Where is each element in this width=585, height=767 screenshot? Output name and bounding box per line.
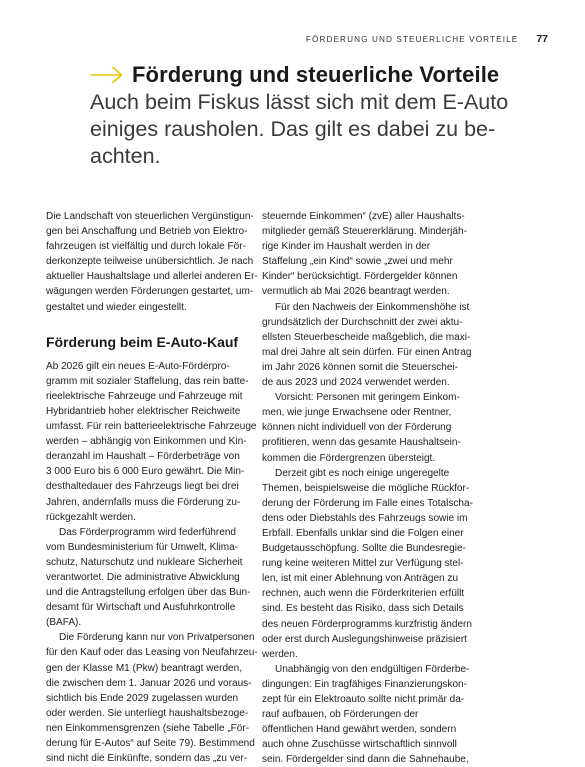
text-line: rieelektrische Fahrzeuge und Fahrzeuge mit bbox=[46, 390, 243, 402]
text-line: 3 000 Euro bis 6 000 Euro gewährt. Die Min- bbox=[46, 466, 245, 478]
text-line: Jahren, andernfalls muss die Förderung zu- bbox=[46, 496, 241, 508]
text-line: Das Förderprogramm wird federführend bbox=[59, 526, 237, 538]
text-line: des neuen Förderprogramms kurzfristig ändern bbox=[262, 618, 472, 630]
running-head-title: FÖRDERUNG UND STEUERLICHE VORTEILE bbox=[305, 35, 519, 44]
text-line: men, wie junge Erwachsene oder Rentner, bbox=[262, 407, 452, 419]
paragraph bbox=[262, 209, 482, 300]
text-line: sind nicht die Einkünfte, sondern das „zu ver- bbox=[46, 753, 248, 765]
text-line: werden. bbox=[262, 648, 298, 660]
text-line: (BAFA). bbox=[46, 617, 82, 629]
chapter-title: Förderung und steuerliche Vorteile bbox=[132, 62, 500, 87]
text-line: dingungen: Ein tragfähiges Finanzierungskon- bbox=[262, 678, 467, 690]
text-line: rauf aufbauen, ob Förderungen der bbox=[262, 709, 419, 721]
text-line: Staffelung „ein Kind“ sowie „zwei und mehr bbox=[262, 256, 453, 268]
text-line: öffentlichen Hand gewährt werden, sondern bbox=[262, 724, 457, 736]
text-line: kommen die Fördergrenzen übersteigt. bbox=[262, 452, 436, 464]
paragraph bbox=[46, 525, 266, 631]
text-line: können nicht individuell von der Förderung bbox=[262, 422, 452, 434]
text-line: de aus 2023 und 2024 verwendet werden. bbox=[262, 377, 450, 389]
text-line: derung der Förderung im Falle eines Totalscha- bbox=[262, 497, 473, 509]
text-line: profitieren, wenn das gesamte Haushaltsein- bbox=[262, 437, 461, 449]
text-line: Erbfall. Ebenfalls unklar sind die Folgen einer bbox=[262, 527, 464, 539]
paragraph bbox=[262, 390, 482, 465]
intro-paragraph bbox=[46, 209, 266, 315]
chapter-heading bbox=[90, 62, 560, 170]
section-heading: Förderung beim E-Auto-Kauf bbox=[46, 333, 239, 350]
text-line: im Jahr 2026 können somit die Steuerschei- bbox=[262, 361, 459, 373]
text-line: Die Förderung kann nur von Privatpersonen bbox=[59, 632, 255, 644]
text-line: umfasst. Für rein batterieelektrische Fahrzeuge bbox=[46, 421, 257, 433]
text-line: schutz, Naturschutz und nukleare Sicherheit bbox=[46, 556, 243, 568]
text-line: desthaltedauer des Fahrzeugs liegt bei drei bbox=[46, 481, 239, 493]
text-line: auch ohne Zuschüsse wirtschaftlich sinnvoll bbox=[262, 739, 457, 751]
chapter-subtitle bbox=[90, 89, 560, 170]
text-line: die zwischen dem 1. Januar 2026 und voraus- bbox=[46, 677, 252, 689]
text-line: rechnen, auch wenn die Förderkriterien erfüllt bbox=[262, 588, 465, 600]
right-arrow-icon bbox=[90, 66, 124, 84]
text-line: sind. Es besteht das Risiko, dass sich Details bbox=[262, 603, 464, 615]
text-line: mitglieder gemäß Steuererklärung. Minderjäh- bbox=[262, 226, 467, 238]
text-line: gen der Klasse M1 (Pkw) beantragt werden, bbox=[46, 662, 243, 674]
text-line: grundsätzlich der Durchschnitt der zwei aktu- bbox=[262, 316, 463, 328]
text-line: aktueller Haushaltslage und allerlei anderen Er- bbox=[46, 271, 258, 283]
text-line: derung für E-Autos“ auf Seite 79). Bestimmend bbox=[46, 738, 255, 749]
left-column bbox=[46, 209, 266, 766]
text-line: deranzahl im Haushalt – Förderbeträge von bbox=[46, 451, 240, 463]
text-line: für den Kauf oder das Leasing von Neufahrzeu- bbox=[46, 647, 258, 659]
text-line: gestaltet und wieder eingestellt. bbox=[46, 301, 187, 313]
text-line: rige Kinder im Haushalt werden in der bbox=[262, 241, 431, 253]
paragraph bbox=[262, 466, 482, 662]
text-line: rückgezahlt werden. bbox=[46, 511, 136, 523]
running-head bbox=[306, 33, 548, 45]
text-line: fahrzeugen ist vielfältig und durch lokale För- bbox=[46, 241, 246, 253]
text-line: Themen, beispielsweise die mögliche Rückfor- bbox=[262, 482, 470, 494]
text-line: oder werden. Sie unterliegt haushaltsbezoge- bbox=[46, 707, 249, 719]
text-line: rung keine weiteren Mittel zur Verfügung stel- bbox=[262, 558, 464, 570]
text-line: vermutlich ab Mai 2026 beantragt werden. bbox=[262, 286, 450, 298]
text-line: ellsten Steuerbescheide maßgeblich, die maxi- bbox=[262, 331, 471, 343]
subtitle-line: einiges rausholen. Das gilt es dabei zu be- bbox=[90, 117, 496, 141]
text-line: Derzeit gibt es noch einige ungeregelte bbox=[275, 467, 450, 479]
subtitle-line: achten. bbox=[90, 144, 161, 168]
text-line: sichtlich bis Ende 2029 zugelassen wurden bbox=[46, 692, 239, 704]
paragraph bbox=[46, 630, 266, 766]
text-line: desamt für Wirtschaft und Ausfuhrkontrolle bbox=[46, 602, 236, 614]
paragraph bbox=[262, 300, 482, 391]
text-line: Vorsicht: Personen mit geringem Einkom- bbox=[275, 392, 460, 404]
text-line: Ab 2026 gilt ein neues E-Auto-Förderpro- bbox=[46, 360, 230, 372]
paragraph bbox=[262, 662, 482, 767]
text-line: steuernde Einkommen“ (zvE) aller Haushalts- bbox=[262, 211, 465, 222]
text-line: Budgetausschöpfung. Sollte die Bundesregie- bbox=[262, 543, 466, 555]
text-line: Für den Nachweis der Einkommenshöhe ist bbox=[275, 301, 470, 313]
text-line: Unabhängig von den endgültigen Förderbe- bbox=[275, 663, 470, 675]
text-line: Kinder“ berücksichtigt. Fördergelder können bbox=[262, 271, 458, 283]
paragraph bbox=[46, 359, 266, 525]
subtitle-line: Auch beim Fiskus lässt sich mit dem E-Auto bbox=[90, 90, 509, 114]
text-line: gen bei Anschaffung und Betrieb von Elektro- bbox=[46, 226, 248, 238]
text-line: nen Einkommensgrenzen (siehe Tabelle „För- bbox=[46, 722, 250, 734]
text-line: mal drei Jahre alt sein dürfen. Für einen Antrag bbox=[262, 346, 472, 358]
text-line: und die Antragstellung erfolgen über das Bun- bbox=[46, 587, 251, 599]
text-line: dens oder Diebstahls des Fahrzeugs sowie im bbox=[262, 512, 468, 524]
text-line: zept für ein Elektroauto sollte nicht primär da- bbox=[262, 694, 465, 705]
text-line: gramm mit sozialer Staffelung, das rein batte- bbox=[46, 375, 249, 387]
text-line: wägungen werden Förderungen gestartet, um- bbox=[46, 286, 254, 298]
text-line: Hybridantrieb hoher elektrischer Reichweite bbox=[46, 405, 241, 417]
text-line: werden – abhängig von Einkommen und Kin- bbox=[46, 436, 247, 448]
text-line: len, ist mit einer Ablehnung von Anträgen zu bbox=[262, 573, 459, 585]
title-row bbox=[90, 62, 560, 88]
right-column bbox=[262, 209, 482, 767]
page-number: 77 bbox=[536, 33, 548, 45]
text-line: Die Landschaft von steuerlichen Vergünstigun- bbox=[46, 211, 254, 222]
text-line: verantwortet. Die administrative Abwicklung bbox=[46, 571, 240, 583]
text-line: oder erst durch Auslegungshinweise präzisiert bbox=[262, 633, 467, 645]
text-line: vom Bundesministerium für Umwelt, Klima- bbox=[46, 541, 239, 553]
text-line: derkonzepte teilweise unübersichtlich. Je nach bbox=[46, 256, 254, 268]
text-line: sein. Fördergelder sind dann die Sahnehaube, bbox=[262, 754, 469, 766]
